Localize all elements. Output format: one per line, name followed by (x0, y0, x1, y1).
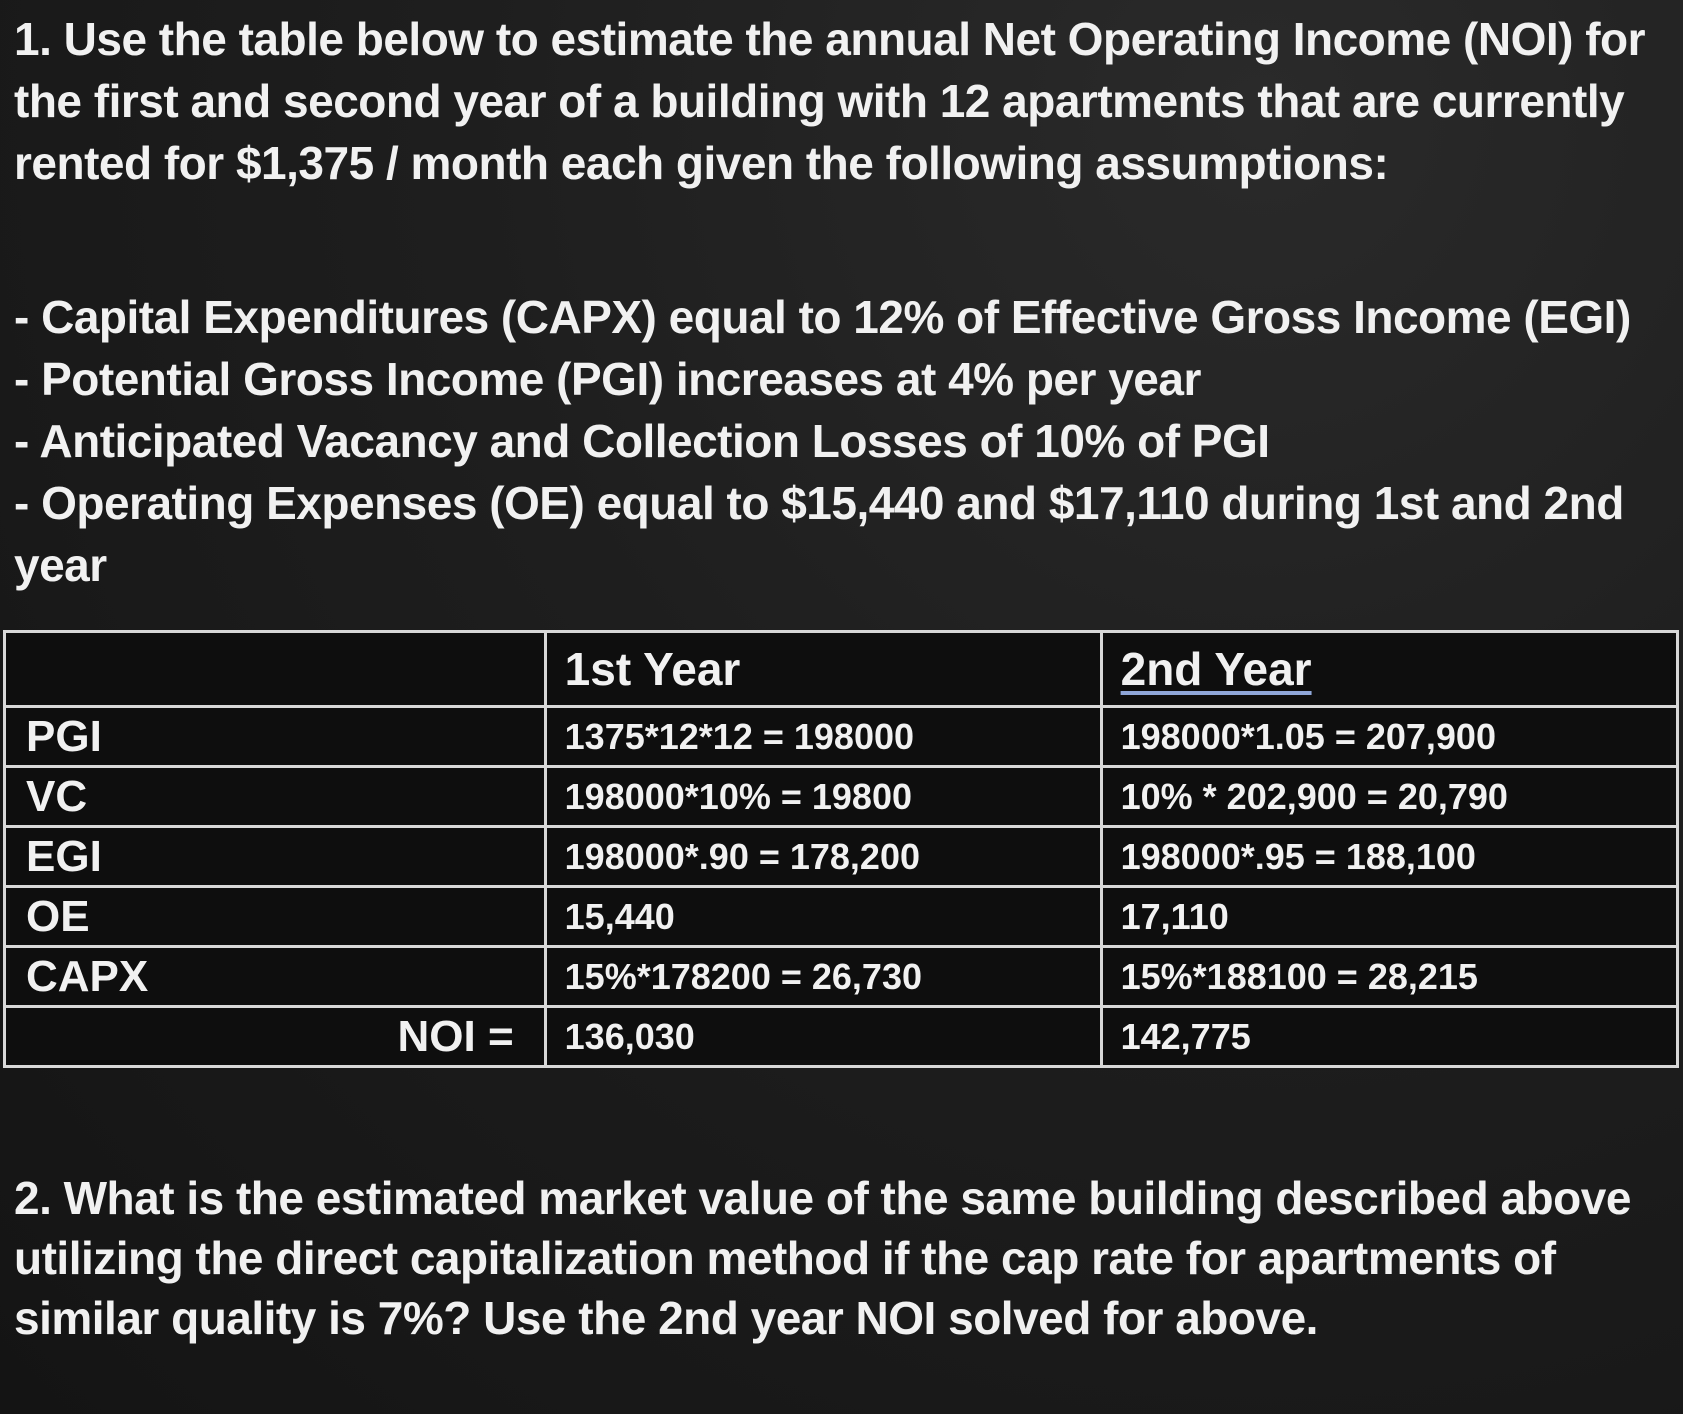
table-row-noi (5, 1007, 1678, 1067)
row-label: CAPX (5, 947, 546, 1007)
question-1-text: 1. Use the table below to estimate the annual Net Operating Income (NOI) for the first and second year of a building with 12 apartments that are currently rented for $1,375 / month each given the following assumptions: (14, 13, 1646, 189)
noi-year-2: 142,775 (1101, 1007, 1677, 1067)
assumption-vacancy: - Anticipated Vacancy and Collection Losses of 10% of PGI (14, 415, 1270, 467)
cell-year-1: 198000*.90 = 178,200 (545, 827, 1101, 887)
cell-year-2: 10% * 202,900 = 20,790 (1101, 767, 1677, 827)
row-label: OE (5, 887, 546, 947)
row-label: VC (5, 767, 546, 827)
cell-year-1: 15,440 (545, 887, 1101, 947)
table-row-vc (5, 767, 1678, 827)
cell-year-2: 198000*.95 = 188,100 (1101, 827, 1677, 887)
table-row-pgi (5, 707, 1678, 767)
header-year-2: 2nd Year (1101, 632, 1677, 707)
cell-year-1: 198000*10% = 19800 (545, 767, 1101, 827)
cell-year-1: 15%*178200 = 26,730 (545, 947, 1101, 1007)
row-label: PGI (5, 707, 546, 767)
header-blank (5, 632, 546, 707)
cell-year-2: 17,110 (1101, 887, 1677, 947)
assumption-pgi-growth: - Potential Gross Income (PGI) increases at 4% per year (14, 353, 1201, 405)
cell-year-1: 1375*12*12 = 198000 (545, 707, 1101, 767)
row-label: EGI (5, 827, 546, 887)
noi-table (3, 630, 1679, 1068)
table-row-egi (5, 827, 1678, 887)
cell-year-2: 15%*188100 = 28,215 (1101, 947, 1677, 1007)
noi-label: NOI = (5, 1007, 546, 1067)
cell-year-2: 198000*1.05 = 207,900 (1101, 707, 1677, 767)
noi-year-1: 136,030 (545, 1007, 1101, 1067)
assumption-opex: - Operating Expenses (OE) equal to $15,440 and $17,110 during 1st and 2nd year (14, 477, 1624, 591)
assumption-capx: - Capital Expenditures (CAPX) equal to 12% of Effective Gross Income (EGI) (14, 291, 1631, 343)
assumptions-list (14, 286, 1674, 596)
header-year-1: 1st Year (545, 632, 1101, 707)
table-row-oe (5, 887, 1678, 947)
question-2-text: 2. What is the estimated market value of the same building described above utilizing the direct capitalization method if the cap rate for apartments of similar quality is 7%? Use the 2nd year NOI solved for above. (14, 1172, 1631, 1344)
table-row-capx (5, 947, 1678, 1007)
table-header-row (5, 632, 1678, 707)
